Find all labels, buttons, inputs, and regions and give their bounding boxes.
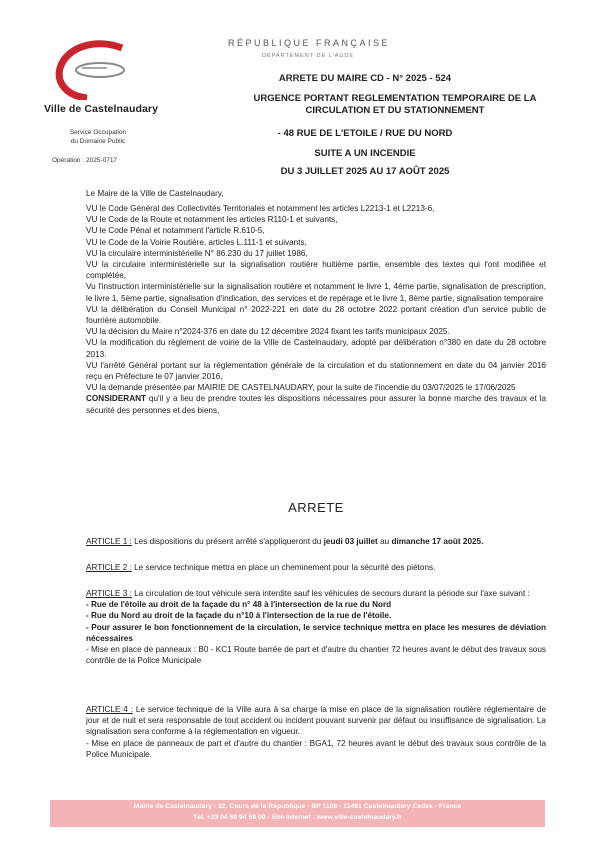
article-4-text: Le service technique de la Ville aura à sa charge la mise en place de la signalisation routière réglementaire de jour et de nuit et sera responsable de tout accident ou incident pouvant survenir par défaut ou insuffisance de signalisation. La signalisation sera conforme à la réglementation en vigueur. — [86, 705, 546, 737]
vu-list — [86, 203, 546, 416]
departement-heading: DÉPARTEMENT DE L'AUDE — [262, 53, 355, 59]
article-2-label: ARTICLE 2 : — [86, 563, 132, 572]
vu-item: VU la délibération du Conseil Municipal n° 2022-221 en date du 28 octobre 2022 portant création d'un service public de fourrière automobile. — [86, 304, 546, 326]
article-1 — [86, 536, 546, 547]
date-range: DU 3 JUILLET 2025 AU 17 AOÛT 2025 — [280, 166, 450, 177]
vu-item: VU le Code de la Voirie Routière, articles L.111-1 et suivants, — [86, 237, 307, 247]
article-3-item: - Rue du Nord au droit de la façade du n°10 à l'intersection de la rue de l'étoile. — [86, 611, 392, 621]
article-3-item: - Pour assurer le bon fonctionnement de la circulation, le service technique mettra en place les mesures de déviation nécessaires — [86, 622, 546, 643]
republique-heading: RÉPUBLIQUE FRANÇAISE — [228, 38, 391, 48]
article-4 — [86, 704, 546, 760]
vu-item: VU le Code Général des Collectivités Territoriales et notamment les articles L2213-1 et L2213-6, — [86, 204, 435, 213]
considerant-label: CONSIDERANT — [86, 394, 147, 404]
article-2 — [86, 562, 546, 573]
article-1-mid: au — [377, 537, 392, 546]
vu-item: VU la circulaire interministérielle sur la signalisation routière huitième partie, ensemble des textes qui l'ont modifiée et complétée, — [86, 260, 546, 281]
article-4-label: ARTICLE 4 : — [86, 705, 133, 714]
arrete-number: ARRETE DU MAIRE CD - N° 2025 - 524 — [278, 73, 452, 84]
street-line: - 48 RUE DE L'ETOILE / RUE DU NORD — [277, 128, 453, 139]
service-line-2: du Domaine Public — [70, 138, 126, 145]
article-1-text: Les dispositions du présent arrêté s'appliqueront du — [131, 537, 324, 546]
city-name: Ville de Castelnaudary — [44, 103, 159, 115]
article-3-label: ARTICLE 3 : — [86, 589, 132, 598]
vu-item: VU la décision du Maire n°2024-376 en date du 12 décembre 2024 fixant les tarifs municipaux 2025. — [86, 327, 450, 337]
castelnaudary-logo — [52, 38, 142, 100]
vu-item: VU la demande présentée par MAIRIE DE CASTELNAUDARY, pour la suite de l'incendie du 03/07/2025 le 17/06/2025 — [86, 383, 516, 393]
vu-item: VU la modification du règlement de voirie de la Ville de Castelnaudary, adopté par délibération n°380 en date du 28 octobre 2013. — [86, 338, 546, 359]
maire-intro: Le Maire de la Ville de Castelnaudary, — [86, 189, 224, 198]
considerant — [86, 393, 546, 415]
vu-item: VU le Code de la Route et notamment les articles R110-1 et suivants, — [86, 215, 338, 225]
article-3-item: - Rue de l'étoile au droit de la façade du n° 48 à l'intersection de la rue du Nord — [86, 600, 392, 610]
footer-address: Mairie de Castelnaudary - 22, Cours de la République - BP 1108 - 11491 Castelnaudary Cedex - France — [133, 803, 462, 810]
urgence-title: URGENCE PORTANT REGLEMENTATION TEMPORAIRE DE LA CIRCULATION ET DU STATIONNEMENT — [253, 93, 537, 116]
article-1-label: ARTICLE 1 : — [86, 537, 132, 546]
incendie-line: SUITE A UN INCENDIE — [314, 148, 416, 159]
vu-item: VU l'arrêté Général portant sur la réglementation générale de la circulation et du stationnement en date du 04 janvier 2016 reçu en Préfecture le 07 janvier 2016, — [86, 360, 546, 382]
vu-item: VU la circulaire interministérielle N° 86.230 du 17 juillet 1986, — [86, 248, 308, 258]
article-3 — [86, 588, 546, 666]
operation-number: Opération : 2025-0717 — [52, 157, 118, 164]
arrete-title: ARRETE — [288, 500, 344, 515]
vu-item: VU le Code Pénal et notamment l'article R.610-5, — [86, 226, 265, 236]
footer-contact: Tél. +33 04 68 94 58 00 - Site internet : www.ville-castelnaudary.fr — [193, 814, 402, 821]
article-1-start: jeudi 03 juillet — [323, 537, 378, 546]
article-4-last: - Mise en place de panneaux de part et d'autre du chantier : BGA1, 72 heures avant le début des travaux sous contrôle de la Police Municipale. — [86, 738, 546, 759]
article-3-text: La circulation de tout véhicule sera interdite sauf les véhicules de secours durant la période sur l'axe suivant : — [131, 589, 530, 598]
article-1-end: dimanche 17 août 2025. — [391, 537, 484, 546]
vu-item: Vu l'instruction interministérielle sur la signalisation routière et notamment le livre 1, 4ème partie, signalisation de prescription, le livre 1, 5ème partie, signalisation d'indication, des services et de repérage et le livre 1, 8ème partie, signalisation temporaire — [86, 282, 546, 303]
article-3-last: - Mise en place de panneaux : B0 - KC1 Route barrée de part et d'autre du chantier 72 heures avant le début des travaux sous contrôle de la Police Municipale — [86, 645, 546, 666]
considerant-text: qu'il y a lieu de prendre toutes les dispositions nécessaires pour assurer la bonne marche des travaux et la sécurité des personnes et des biens, — [86, 394, 546, 415]
article-2-text: Le service technique mettra en place un cheminement pour la sécurité des piétons. — [131, 563, 436, 572]
service-line-1: Service Occupation — [69, 129, 127, 136]
